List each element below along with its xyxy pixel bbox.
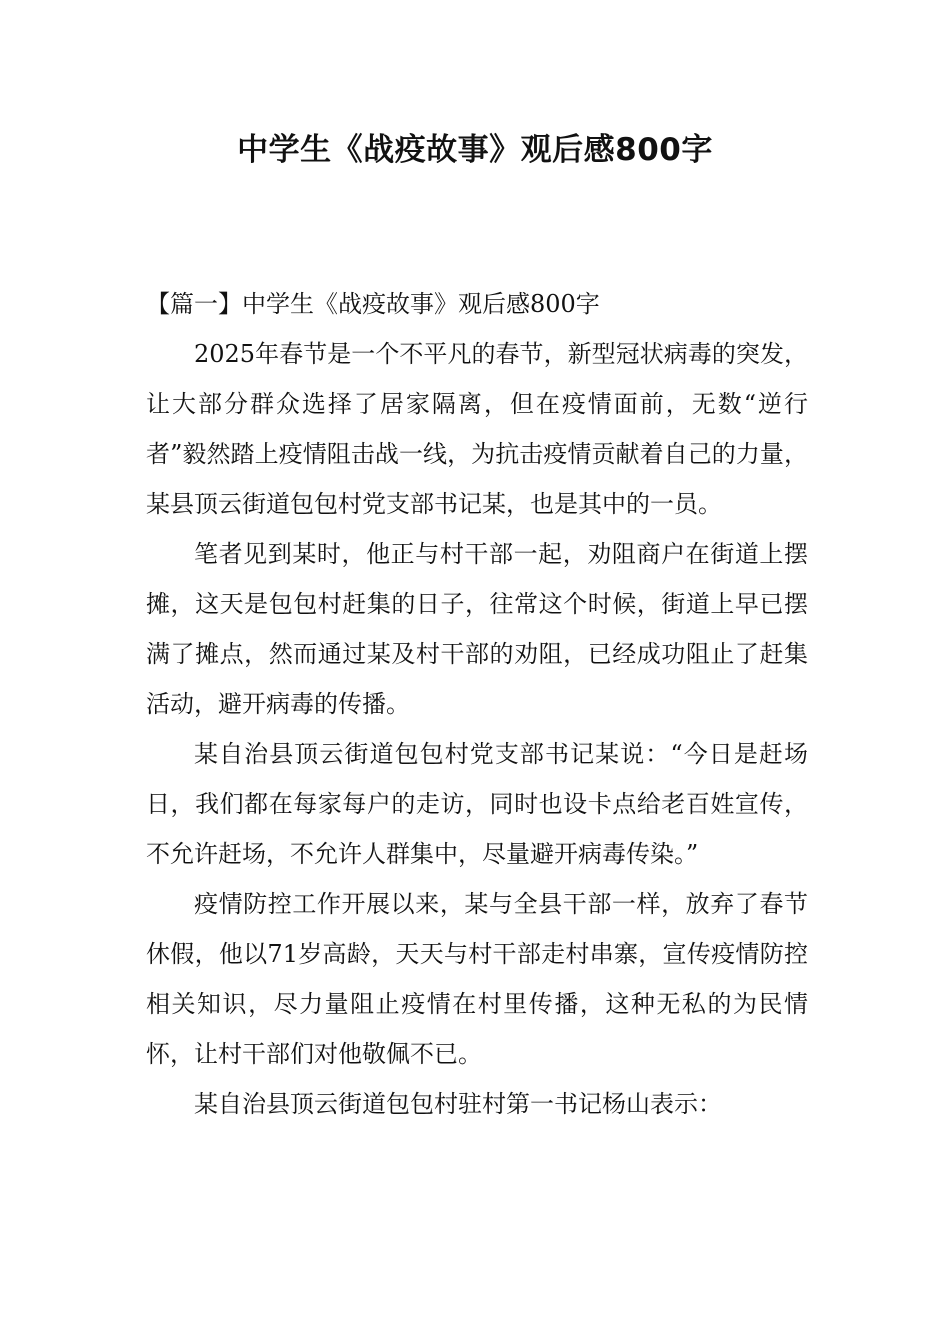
document-body — [146, 279, 808, 1129]
paragraph-3: 某自治县顶云街道包包村党支部书记某说：“今日是赶场日，我们都在每家每户的走访，同时也设卡点给老百姓宣传，不允许赶场，不允许人群集中，尽量避开病毒传染。” — [146, 740, 808, 868]
paragraph-2: 笔者见到某时，他正与村干部一起，劝阻商户在街道上摆摊，这天是包包村赶集的日子，往常这个时候，街道上早已摆满了摊点，然而通过某及村干部的劝阻，已经成功阻止了赶集活动，避开病毒的传播。 — [146, 540, 808, 718]
paragraph-5: 某自治县顶云街道包包村驻村第一书记杨山表示： — [194, 1090, 722, 1118]
document-title: 中学生《战疫故事》观后感800字 — [237, 132, 713, 168]
paragraph-1: 2025年春节是一个不平凡的春节，新型冠状病毒的突发，让大部分群众选择了居家隔离，但在疫情面前，无数“逆行者”毅然踏上疫情阻击战一线，为抗击疫情贡献着自己的力量，某县顶云街道包包村党支部书记某，也是其中的一员。 — [146, 340, 808, 518]
section-heading: 【篇一】中学生《战疫故事》观后感800字 — [146, 290, 600, 318]
paragraph-4: 疫情防控工作开展以来，某与全县干部一样，放弃了春节休假，他以71岁高龄，天天与村干部走村串寨，宣传疫情防控相关知识，尽力量阻止疫情在村里传播，这种无私的为民情怀，让村干部们对他敬佩不已。 — [146, 890, 808, 1068]
